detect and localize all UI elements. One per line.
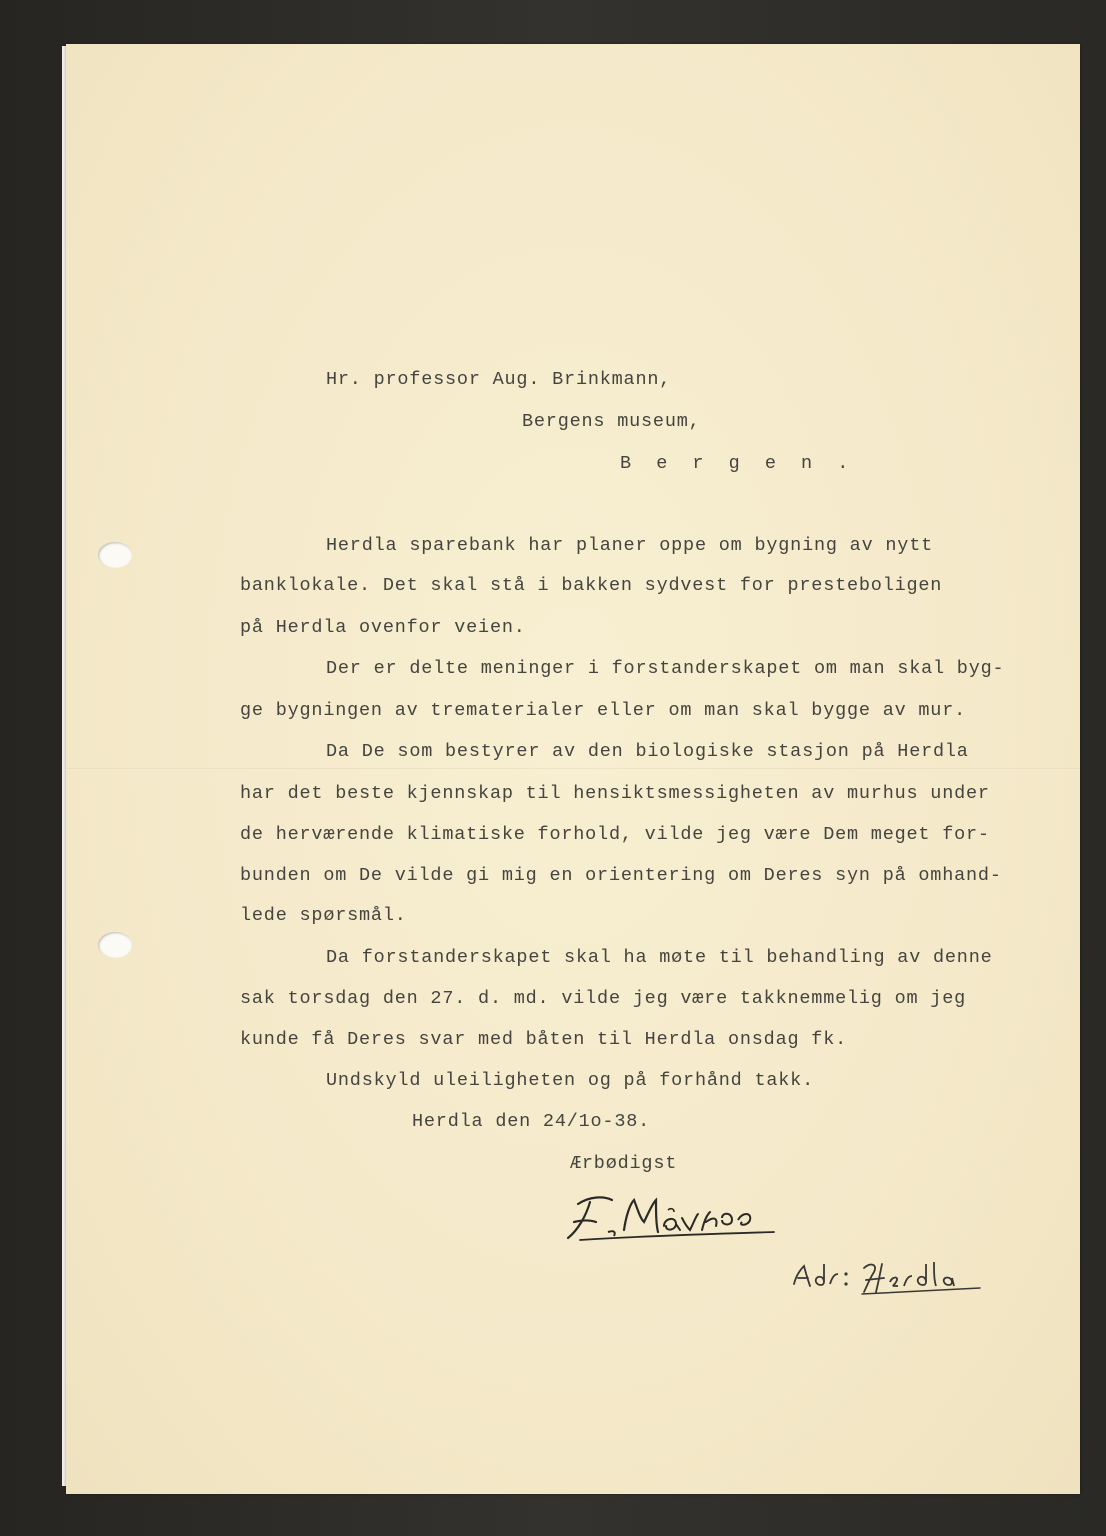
body-line: lede spørsmål. <box>240 905 407 926</box>
recipient-city: B e r g e n . <box>620 453 856 474</box>
body-line: Da forstanderskapet skal ha møte til behandling av denne <box>326 947 993 968</box>
body-line: Herdla sparebank har planer oppe om bygning av nytt <box>326 535 933 556</box>
recipient-institution: Bergens museum, <box>522 411 701 432</box>
body-line: kunde få Deres svar med båten til Herdla onsdag fk. <box>240 1029 847 1050</box>
body-line: banklokale. Det skal stå i bakken sydvest for presteboligen <box>240 575 943 596</box>
body-line: de herværende klimatiske forhold, vilde jeg være Dem meget for- <box>240 824 990 845</box>
body-line: sak torsdag den 27. d. md. vilde jeg være takknemmelig om jeg <box>240 988 967 1009</box>
paper-fold <box>66 768 1080 770</box>
address-note <box>786 1248 986 1298</box>
closing: Ærbødigst <box>570 1153 678 1174</box>
body-line: ge bygningen av trematerialer eller om man skal bygge av mur. <box>240 700 967 721</box>
body-line: på Herdla ovenfor veien. <box>240 617 526 638</box>
body-line: har det beste kjennskap til hensiktsmessigheten av murhus under <box>240 783 990 804</box>
body-line: Da De som bestyrer av den biologiske stasjon på Herdla <box>326 741 969 762</box>
signature <box>560 1186 800 1246</box>
punch-hole-bottom <box>98 932 132 958</box>
date-line: Herdla den 24/1o-38. <box>412 1111 651 1132</box>
body-line: Der er delte meninger i forstanderskapet om man skal byg- <box>326 658 1005 679</box>
punch-hole-top <box>98 542 132 568</box>
body-line: bunden om De vilde gi mig en orientering om Deres syn på omhand- <box>240 865 1002 886</box>
body-line: Undskyld uleiligheten og på forhånd takk. <box>326 1070 814 1091</box>
recipient-name: Hr. professor Aug. Brinkmann, <box>326 369 672 390</box>
